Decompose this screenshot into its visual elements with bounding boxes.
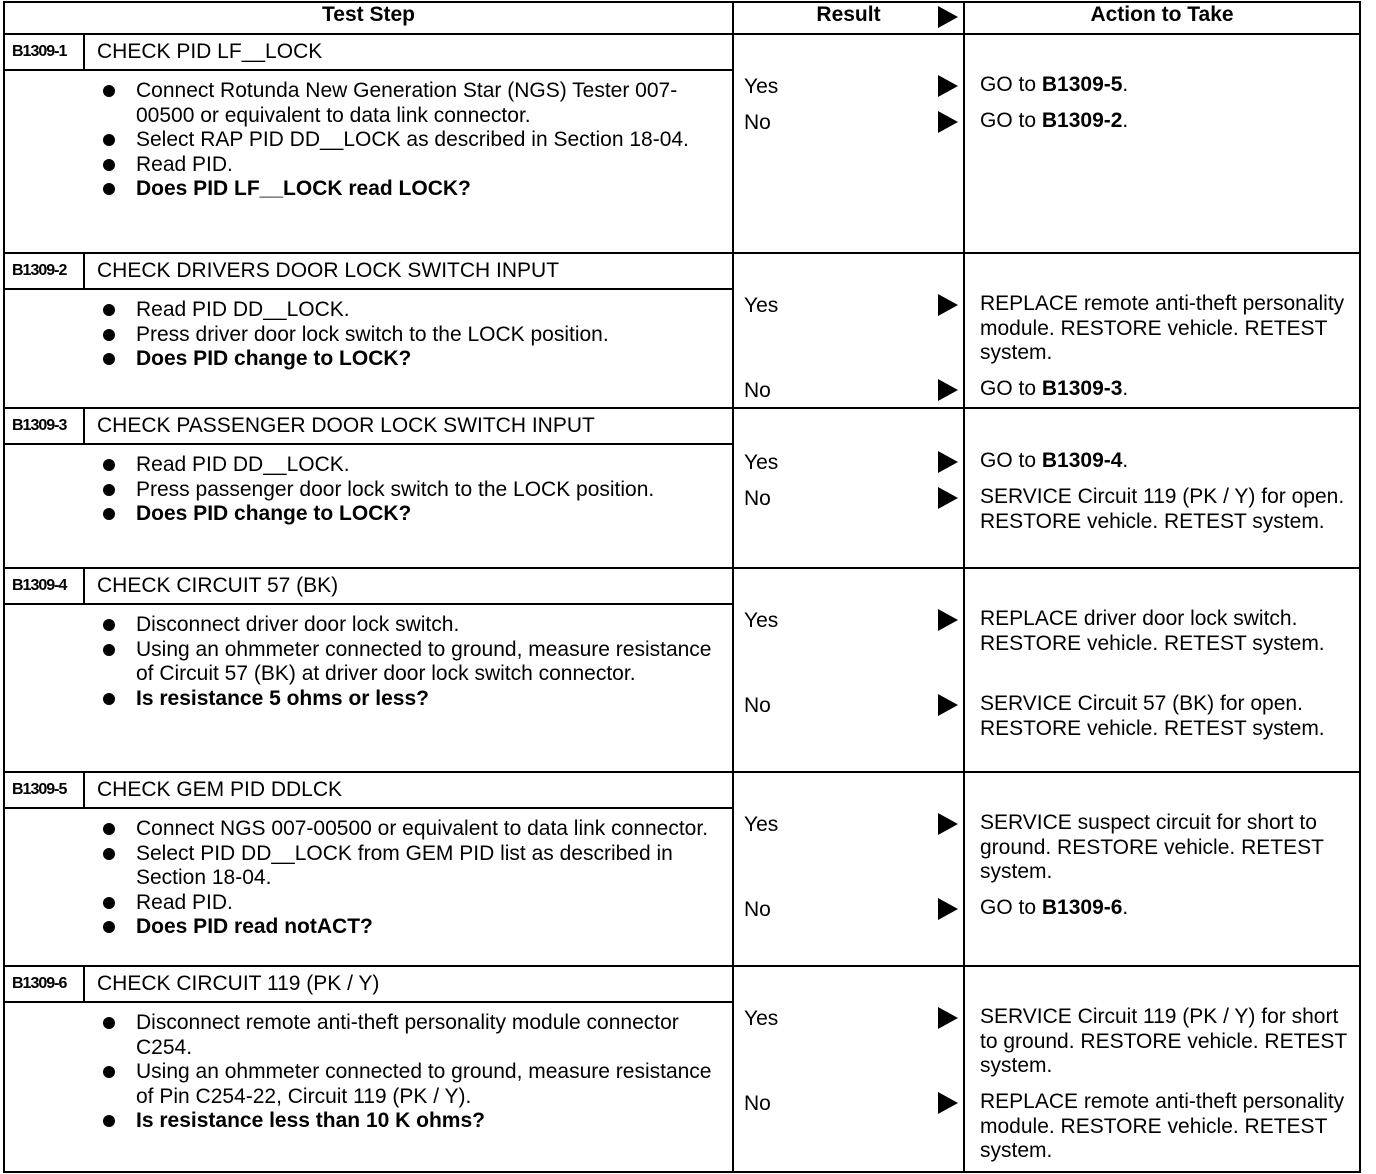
action-instruction: SERVICE suspect circuit for short to ground. RESTORE vehicle. RETEST system. xyxy=(980,811,1324,883)
action-text xyxy=(980,1005,1351,1079)
step-instruction: Press driver door lock switch to the LOCK position. xyxy=(5,323,732,348)
step-instruction: Disconnect driver door lock switch. xyxy=(5,613,732,638)
step-instruction: Read PID DD__LOCK. xyxy=(5,453,732,478)
result-line xyxy=(744,1007,963,1033)
step-instructions xyxy=(5,605,732,715)
test-step-cell xyxy=(4,568,733,772)
result-line xyxy=(744,609,963,635)
table-row xyxy=(4,253,1360,408)
arrow-icon xyxy=(938,451,958,473)
result-label: Yes xyxy=(744,75,779,98)
result-label: Yes xyxy=(744,813,779,836)
result-line xyxy=(744,294,963,320)
action-step-ref: B1309-4 xyxy=(1041,449,1123,472)
action-text xyxy=(980,485,1351,534)
action-instruction: REPLACE remote anti-theft personality module. RESTORE vehicle. RETEST system. xyxy=(980,292,1345,364)
step-header xyxy=(5,569,732,605)
step-instruction: Select RAP PID DD__LOCK as described in Section 18-04. xyxy=(5,128,732,153)
step-instruction: Read PID DD__LOCK. xyxy=(5,298,732,323)
step-question: Is resistance 5 ohms or less? xyxy=(5,687,732,712)
step-instruction: Using an ohmmeter connected to ground, measure resistance of Pin C254-22, Circuit 119 (PK / Y). xyxy=(5,1060,732,1109)
step-id: B1309-6 xyxy=(5,967,85,1001)
result-line xyxy=(744,379,963,405)
result-cell xyxy=(733,408,964,568)
action-punct: . xyxy=(1122,449,1129,472)
result-label: Yes xyxy=(744,294,779,317)
step-header xyxy=(5,409,732,445)
step-instruction: Press passenger door lock switch to the LOCK position. xyxy=(5,478,732,503)
table-row xyxy=(4,568,1360,772)
result-cell xyxy=(733,253,964,408)
action-text xyxy=(980,1090,1351,1164)
arrow-icon xyxy=(938,111,958,133)
action-punct: . xyxy=(1122,73,1129,96)
arrow-icon xyxy=(938,898,958,920)
result-line xyxy=(744,694,963,720)
table-row xyxy=(4,408,1360,568)
header-row xyxy=(4,2,1360,34)
table-row xyxy=(4,34,1360,253)
header-test-step: Test Step xyxy=(4,2,733,34)
test-step-cell xyxy=(4,772,733,966)
step-header xyxy=(5,254,732,290)
arrow-icon xyxy=(938,75,958,97)
arrow-icon xyxy=(938,694,958,716)
step-question: Is resistance less than 10 K ohms? xyxy=(5,1109,732,1134)
action-text xyxy=(980,109,1351,134)
result-cell xyxy=(733,966,964,1172)
action-text xyxy=(980,811,1351,885)
step-instruction: Read PID. xyxy=(5,891,732,916)
action-text xyxy=(980,896,1351,921)
action-cell xyxy=(964,568,1360,772)
action-instruction: GO to xyxy=(980,449,1042,472)
table-row xyxy=(4,772,1360,966)
action-step-ref: B1309-2 xyxy=(1041,109,1123,132)
step-header xyxy=(5,773,732,809)
step-title: CHECK CIRCUIT 57 (BK) xyxy=(97,573,339,597)
step-instruction: Using an ohmmeter connected to ground, measure resistance of Circuit 57 (BK) at driver door lock switch connector. xyxy=(5,638,732,687)
action-cell xyxy=(964,772,1360,966)
action-text xyxy=(980,607,1351,656)
arrow-icon xyxy=(938,1007,958,1029)
result-cell xyxy=(733,568,964,772)
result-cell xyxy=(733,34,964,253)
arrow-icon xyxy=(938,6,958,28)
result-label: Yes xyxy=(744,1007,779,1030)
action-punct: . xyxy=(1122,377,1129,400)
action-instruction: GO to xyxy=(980,109,1042,132)
step-header xyxy=(5,35,732,71)
action-instruction: SERVICE Circuit 119 (PK / Y) for open. RESTORE vehicle. RETEST system. xyxy=(980,485,1345,533)
test-step-cell xyxy=(4,34,733,253)
result-line xyxy=(744,813,963,839)
step-id: B1309-2 xyxy=(5,254,85,288)
result-label: No xyxy=(744,1092,771,1115)
action-cell xyxy=(964,408,1360,568)
action-instruction: GO to xyxy=(980,377,1042,400)
step-id: B1309-1 xyxy=(5,35,85,69)
action-punct: . xyxy=(1122,896,1129,919)
action-step-ref: B1309-3 xyxy=(1041,377,1123,400)
header-result xyxy=(733,2,964,34)
action-instruction: SERVICE Circuit 57 (BK) for open. RESTORE vehicle. RETEST system. xyxy=(980,692,1325,740)
header-result-label: Result xyxy=(816,3,881,26)
action-instruction: REPLACE driver door lock switch. RESTORE vehicle. RETEST system. xyxy=(980,607,1325,655)
result-label: No xyxy=(744,379,771,402)
result-line xyxy=(744,75,963,101)
arrow-icon xyxy=(938,379,958,401)
step-question: Does PID LF__LOCK read LOCK? xyxy=(5,177,732,202)
step-id: B1309-3 xyxy=(5,409,85,443)
action-instruction: GO to xyxy=(980,73,1042,96)
arrow-icon xyxy=(938,1092,958,1114)
action-instruction: REPLACE remote anti-theft personality module. RESTORE vehicle. RETEST system. xyxy=(980,1090,1345,1162)
action-punct: . xyxy=(1122,109,1129,132)
step-instructions xyxy=(5,290,732,376)
result-line xyxy=(744,487,963,513)
step-id: B1309-4 xyxy=(5,569,85,603)
result-line xyxy=(744,111,963,137)
step-question: Does PID read notACT? xyxy=(5,915,732,940)
action-text xyxy=(980,73,1351,98)
action-step-ref: B1309-5 xyxy=(1041,73,1123,96)
action-instruction: SERVICE Circuit 119 (PK / Y) for short to ground. RESTORE vehicle. RETEST system. xyxy=(980,1005,1347,1077)
result-label: No xyxy=(744,694,771,717)
arrow-icon xyxy=(938,813,958,835)
step-instructions xyxy=(5,809,732,944)
result-line xyxy=(744,1092,963,1118)
step-question: Does PID change to LOCK? xyxy=(5,502,732,527)
result-line xyxy=(744,451,963,477)
test-step-cell xyxy=(4,253,733,408)
result-label: Yes xyxy=(744,609,779,632)
step-question: Does PID change to LOCK? xyxy=(5,347,732,372)
arrow-icon xyxy=(938,609,958,631)
table-row xyxy=(4,966,1360,1172)
action-text xyxy=(980,292,1351,366)
action-cell xyxy=(964,34,1360,253)
step-instruction: Connect Rotunda New Generation Star (NGS) Tester 007-00500 or equivalent to data link connector. xyxy=(5,79,732,128)
arrow-icon xyxy=(938,487,958,509)
header-action: Action to Take xyxy=(964,2,1360,34)
step-instruction: Read PID. xyxy=(5,153,732,178)
step-title: CHECK PID LF__LOCK xyxy=(97,39,323,63)
step-title: CHECK DRIVERS DOOR LOCK SWITCH INPUT xyxy=(97,258,560,282)
action-cell xyxy=(964,253,1360,408)
test-step-cell xyxy=(4,966,733,1172)
step-id: B1309-5 xyxy=(5,773,85,807)
step-instruction: Disconnect remote anti-theft personality module connector C254. xyxy=(5,1011,732,1060)
result-label: No xyxy=(744,898,771,921)
diagnostic-table xyxy=(3,1,1361,1173)
action-instruction: GO to xyxy=(980,896,1042,919)
step-title: CHECK GEM PID DDLCK xyxy=(97,777,343,801)
arrow-icon xyxy=(938,294,958,316)
step-header xyxy=(5,967,732,1003)
action-step-ref: B1309-6 xyxy=(1041,896,1123,919)
step-instruction: Select PID DD__LOCK from GEM PID list as described in Section 18-04. xyxy=(5,842,732,891)
result-label: No xyxy=(744,487,771,510)
step-title: CHECK CIRCUIT 119 (PK / Y) xyxy=(97,971,380,995)
step-instructions xyxy=(5,445,732,531)
result-label: Yes xyxy=(744,451,779,474)
action-text xyxy=(980,377,1351,402)
test-step-cell xyxy=(4,408,733,568)
result-cell xyxy=(733,772,964,966)
result-label: No xyxy=(744,111,771,134)
step-instructions xyxy=(5,1003,732,1138)
step-title: CHECK PASSENGER DOOR LOCK SWITCH INPUT xyxy=(97,413,595,437)
action-text xyxy=(980,449,1351,474)
result-line xyxy=(744,898,963,924)
step-instruction: Connect NGS 007-00500 or equivalent to data link connector. xyxy=(5,817,732,842)
action-text xyxy=(980,692,1351,741)
step-instructions xyxy=(5,71,732,206)
action-cell xyxy=(964,966,1360,1172)
